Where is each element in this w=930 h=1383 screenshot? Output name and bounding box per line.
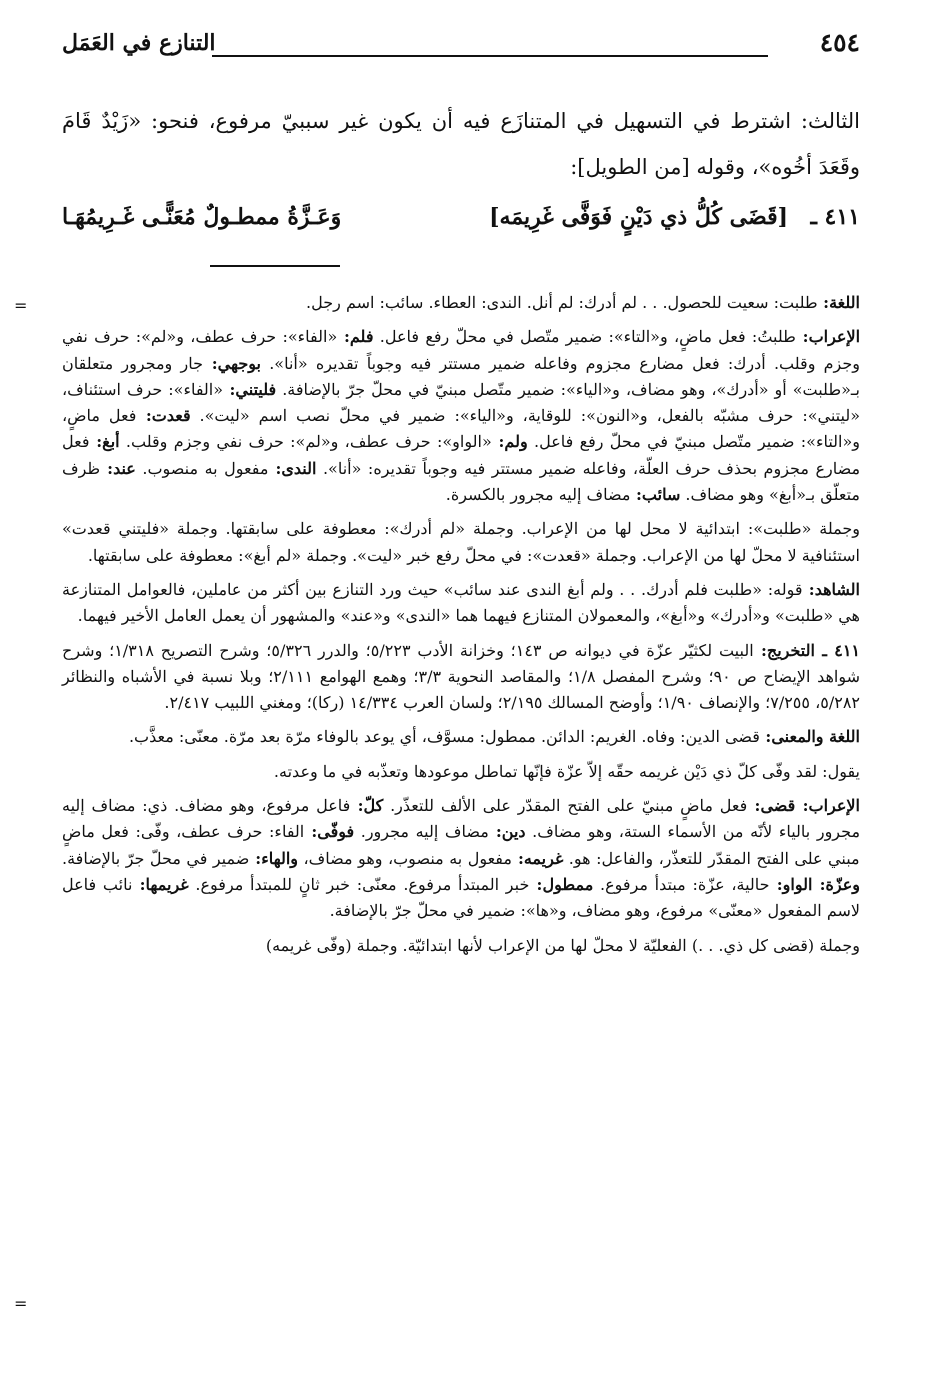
- note-irab-2: [62, 793, 860, 924]
- label-takhrij: ٤١١ ـ التخريج:: [753, 640, 861, 660]
- irab2-term: وعزّة:: [812, 874, 861, 894]
- irab1-term: سائب:: [630, 485, 681, 505]
- note-irab-1: [62, 324, 860, 508]
- irab2-term: كلّ:: [350, 796, 384, 816]
- header-rule: [212, 55, 768, 57]
- irab1-text: طلبتُ: فعل ماضٍ، و«التاء»: ضمير متّصل في محلّ رفع فاعل.: [373, 327, 796, 347]
- irab2-text: خبر المبتدأ مرفوع. معنّى: خبر ثانٍ للمبتدأ مرفوع.: [188, 874, 530, 894]
- irab2-term: غريمها:: [132, 874, 189, 894]
- irab1-term: عند:: [100, 458, 136, 478]
- note-jumal-1: وجملة «طلبت»: ابتدائية لا محل لها من الإعراب. وجملة «لم أدرك»: معطوفة على سابقتها. وجملة «فليتني قعدت» استئنافية لا محلّ لها من الإعراب. وجملة «قعدت»: في محلّ رفع خبر «ليت». وجملة «لم أبغ»: معطوفة على سابقتها.: [62, 519, 860, 565]
- irab2-text: حالية، عزّة: مبتدأ مرفوع.: [593, 874, 770, 894]
- irab2-text: مفعول به منصوب، وهو مضاف،: [298, 848, 512, 868]
- irab2-term: قضى:: [747, 796, 796, 816]
- irab2-text: فعل ماضٍ مبنيّ على الفتح المقدّر على الألف للتعذّر.: [383, 796, 748, 816]
- main-paragraph: الثالث: اشترط في التسهيل في المتنازَع فيه أن يكون غير سببيّ مرفوع، فنحو: «زَيْدٌ قَامَ وقَعَدَ أخُوه»، وقوله [من الطويل]:: [62, 109, 860, 179]
- text-shahid: قوله: «طلبت فلم أدرك. . . ولم أبغ الندى عند سائب» حيث ورد التنازع بين أكثر من عاملين، فالعوامل المتنازعة هي «طلبت» و«أدرك» و«أبغ»، والمعمولان المتنازع فيهما هما «الندى» و«عند» والمشهور أن يعمل العامل الأخير فيهما.: [62, 579, 860, 626]
- page-header: [62, 28, 860, 72]
- verse-line: [62, 200, 860, 246]
- footnote-separator: [210, 265, 340, 267]
- irab1-text: مفعول به منصوب.: [135, 458, 269, 478]
- verse-number: ٤١١ ـ: [810, 204, 860, 230]
- irab2-term: والهاء:: [249, 848, 299, 868]
- irab1-term: بوجهي:: [203, 353, 261, 373]
- irab1-term: فليتني:: [223, 379, 277, 399]
- irab1-term: أبغ:: [89, 432, 120, 452]
- text-takhrij: البيت لكثيّر عزّة في ديوانه ص ١٤٣؛ وخزانة الأدب ٥/٢٢٣؛ والدرر ٥/٣٢٦؛ وشرح التصريح ١/٣١٨؛ وشرح شواهد الإيضاح ص ٩٠؛ وشرح المفصل ١/٨؛ والمقاصد النحوية ٣/٣؛ وهمع الهوامع ٢/١١١؛ وبلا نسبة في الأشباه والنظائر ٥/٢٨٢، ٧/٢٥٥؛ والإنصاف ١/٩٠؛ وأوضح المسالك ٢/١٩٥؛ ولسان العرب ١٤/٣٣٤ (ركا)؛ ومغني اللبيب ٢/٤١٧.: [62, 640, 861, 713]
- irab2-term: الواو:: [769, 874, 813, 894]
- page-number: ٤٥٤: [819, 28, 860, 57]
- label-shahid: الشاهد:: [802, 579, 860, 599]
- irab1-term: ولم:: [491, 432, 528, 452]
- irab2-term: ممطول:: [529, 874, 594, 894]
- irab1-term: فلم:: [337, 327, 374, 347]
- label-lugha: اللغة:: [817, 293, 860, 312]
- label-irab-2: الإعراب:: [795, 796, 861, 816]
- text-lugha-maana: قضى الدين: وفاه. الغريم: الدائن. ممطول: مسوَّف، أي يوعد بالوفاء مرّة بعد مرّة. معنّى: معذَّب.: [128, 727, 760, 747]
- irab2-text: نائب فاعل لاسم المفعول «معنّى» مرفوع، وهو مضاف، و«ها»: ضمير في محلّ جرّ بالإضافة.: [62, 874, 860, 921]
- note-yaqul: يقول: لقد وفّى كلّ ذي دَيْن غريمه حقّه إلاّ عزّة فإنّها تماطل موعودها وتعذّبه في ما وعدته.: [273, 761, 860, 781]
- note-takhrij: [62, 638, 860, 717]
- irab2-text: ضمير في محلّ جرّ بالإضافة.: [62, 848, 250, 868]
- continuation-mark-bottom: =: [14, 1294, 28, 1313]
- main-text: [62, 98, 860, 190]
- irab1-text: «الفاء»: حرف استئناف، «ليتني»: حرف مشبّه بالفعل، و«النون»: للوقاية، و«الياء»: ضمير في محلّ نصب اسم «ليت».: [62, 379, 860, 426]
- irab1-text: جار ومجرور متعلقان بـ«طلبت» أو «أدرك»، وهو مضاف، و«الياء»: ضمير متّصل مبنيّ في محلّ جرّ بالإضافة.: [62, 353, 860, 399]
- irab1-term: الندى:: [268, 458, 317, 478]
- irab2-term: فوفّى:: [304, 822, 355, 842]
- label-irab-1: الإعراب:: [795, 327, 861, 347]
- irab1-text: فعل مضارع مجزوم بحذف حرف العلّة، وفاعله ضمير مستتر فيه وجوباً تقديره: «أنا».: [62, 432, 861, 478]
- running-title: التنازع في العَمَل: [62, 30, 216, 56]
- note-jumal-2: وجملة (قضى كل ذي. . .) الفعليّة لا محلّ لها من الإعراب لأنها ابتدائيّة. وجملة (وفّى غريمه): [265, 935, 860, 955]
- note-lugha: [62, 290, 860, 316]
- continuation-mark-top: =: [14, 296, 28, 315]
- footnotes: [62, 290, 860, 967]
- label-lugha-maana: اللغة والمعنى:: [759, 727, 860, 747]
- note-lugha-maana: [62, 724, 860, 750]
- irab2-term: دين:: [488, 822, 526, 842]
- irab2-text: فاعل مرفوع، وهو مضاف. ذي: مضاف إليه مجرور بالياء لأنّه من الأسماء الستة، وهو مضاف.: [62, 796, 861, 842]
- irab1-text: «الواو»: حرف عطف، و«لم»: حرف نفي وجزم وقلب.: [119, 432, 492, 452]
- verse-second-hemistich: وَعَـزَّةُ ممطـولٌ مُعَنًّـى غَـرِيمُهَـا: [62, 204, 342, 230]
- irab1-term: قعدت:: [136, 406, 191, 426]
- irab1-text: مضاف إليه مجرور بالكسرة.: [445, 485, 631, 505]
- verse-first-hemistich: [قَضَى كُلُّ ذي دَيْنٍ فَوَفَّى غَرِيمَه]: [489, 204, 788, 230]
- irab1-text: ظرف متعلّق بـ«أبغ» وهو مضاف.: [62, 458, 860, 505]
- irab2-text: مضاف إليه مجرور.: [354, 822, 489, 842]
- irab2-text: الفاء: حرف عطف، وفّى: فعل ماضٍ مبني على الفتح المقدّر للتعذّر، والفاعل: هو.: [62, 822, 860, 868]
- irab1-text: فعل ماضٍ، و«التاء»: ضمير متّصل مبنيّ في محلّ رفع فاعل.: [62, 406, 861, 452]
- irab1-text: «الفاء»: حرف عطف، و«لم»: حرف نفي وجزم وقلب. أدرك: فعل مضارع مجزوم وفاعله ضمير مستتر فيه وجوباً تقديره «أنا».: [62, 327, 861, 373]
- note-shahid: [62, 577, 860, 630]
- irab2-term: غريمه:: [511, 848, 564, 868]
- text-lugha: طلبت: سعيت للحصول. . . لم أدرك: لم أنل. الندى: العطاء. سائب: اسم رجل.: [306, 293, 818, 312]
